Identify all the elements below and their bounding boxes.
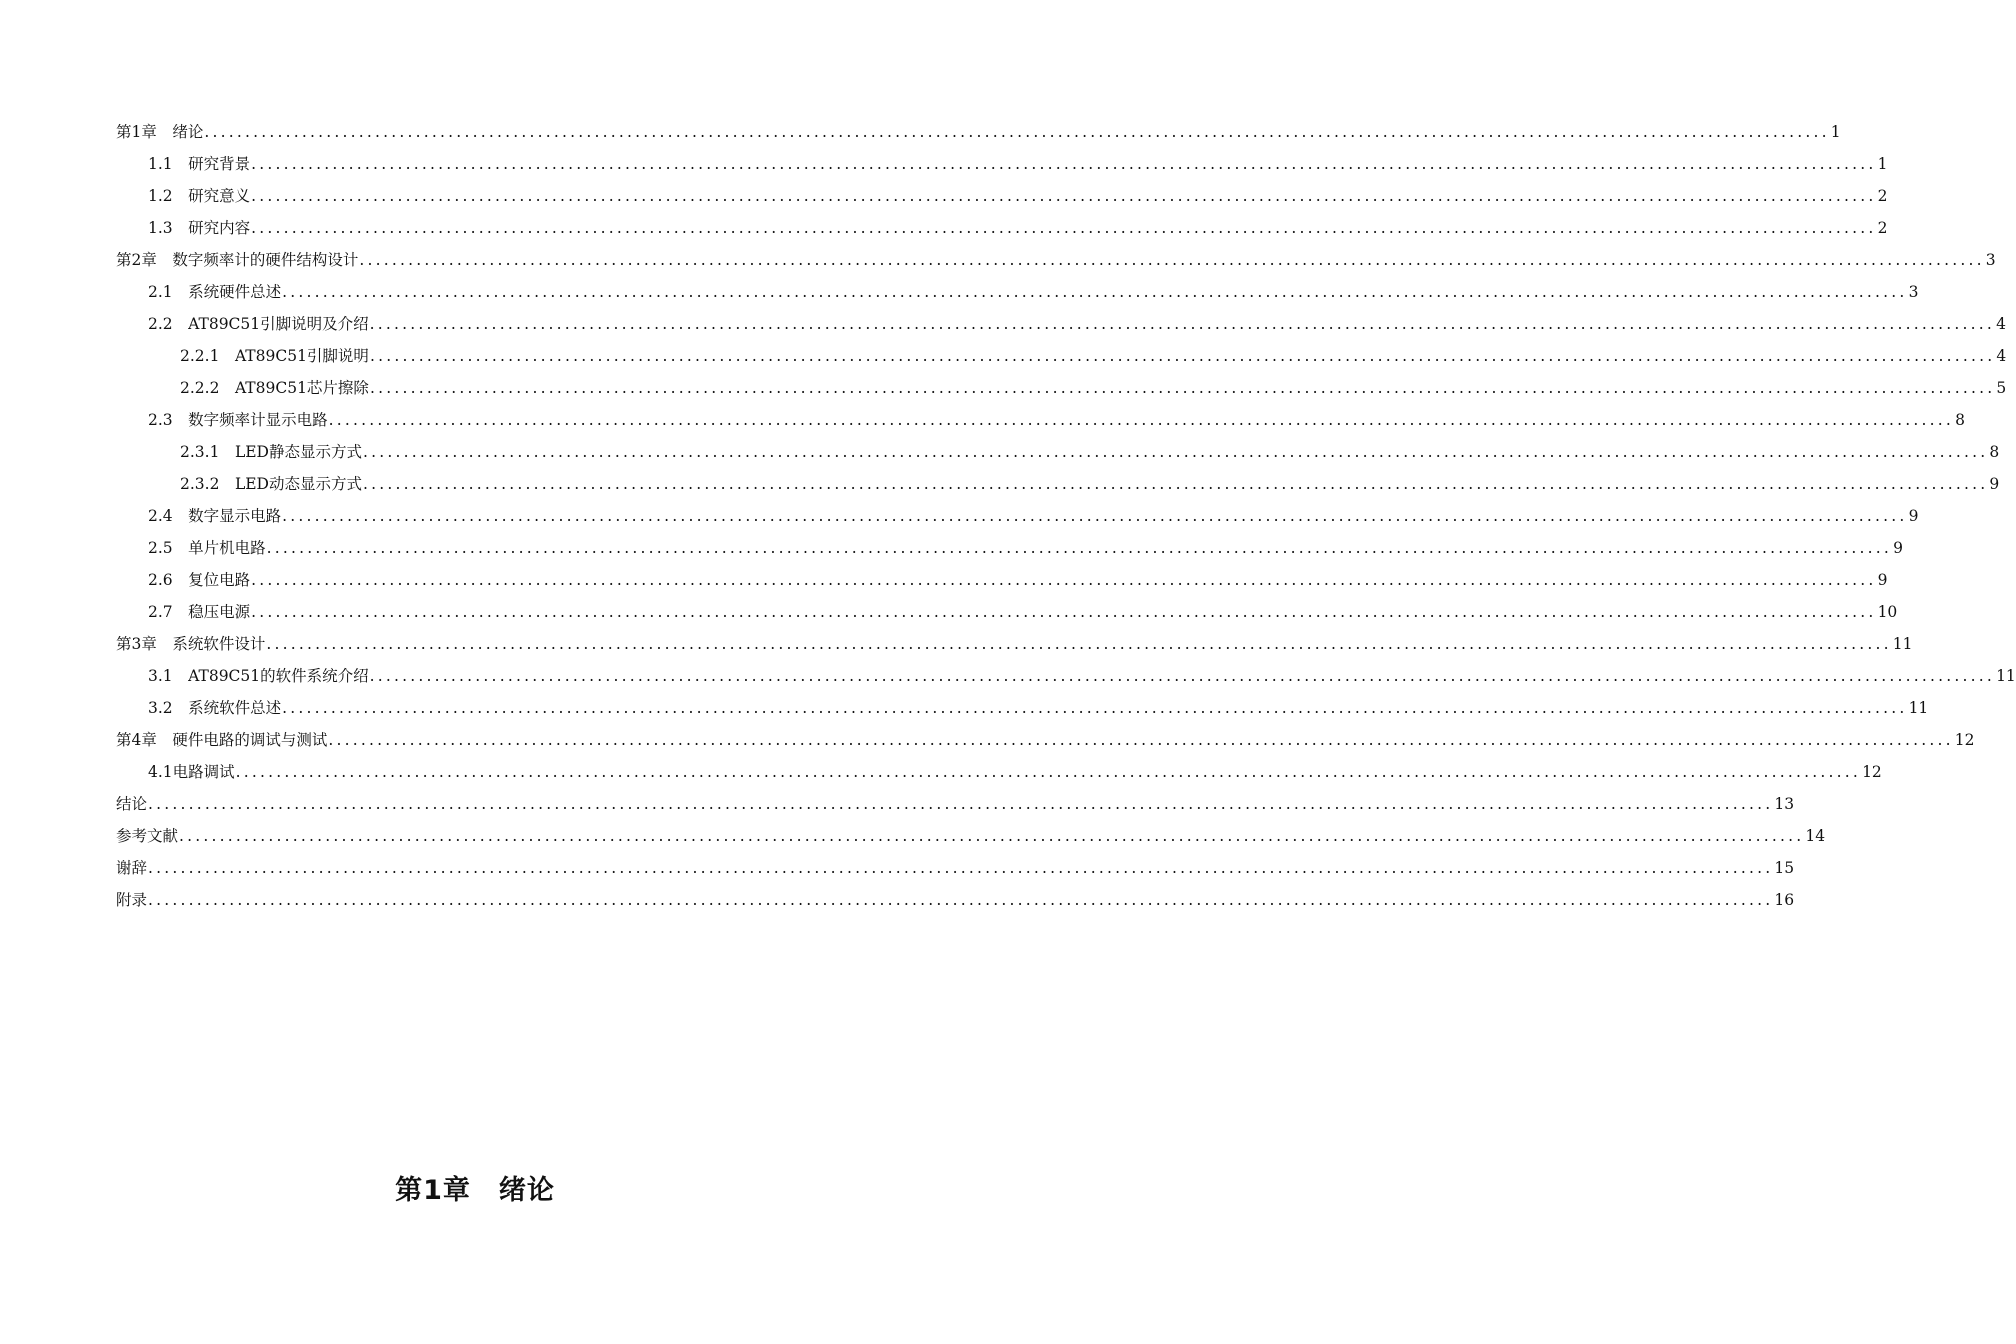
toc-entry[interactable] <box>116 564 1888 596</box>
toc-page-number: 12 <box>1862 763 1882 781</box>
toc-dot-leader: ........................................................................................................................................................................................................ <box>251 219 1877 237</box>
toc-entry-title: 2.5 单片机电路 <box>148 539 266 557</box>
toc-dot-leader: ........................................................................................................................................................................................................ <box>179 827 1805 845</box>
toc-entry[interactable] <box>116 788 1795 820</box>
toc-page-number: 5 <box>1996 379 2007 397</box>
toc-page-number: 13 <box>1774 795 1795 813</box>
toc-page-number: 12 <box>1954 731 1975 749</box>
toc-page-number: 8 <box>1989 443 2000 461</box>
toc-entry-title: 2.2.2 AT89C51芯片擦除 <box>180 379 369 397</box>
toc-entry[interactable] <box>116 532 1903 564</box>
toc-entry-title: 结论 <box>116 795 148 813</box>
toc-entry[interactable] <box>116 500 1919 532</box>
toc-dot-leader: ........................................................................................................................................................................................................ <box>148 795 1774 813</box>
toc-page-number: 3 <box>1908 283 1919 301</box>
toc-entry[interactable] <box>116 852 1795 884</box>
toc-entry-title: 2.4 数字显示电路 <box>148 507 282 525</box>
toc-dot-leader: ........................................................................................................................................................................................................ <box>362 443 1989 461</box>
toc-entry-title: 2.3.1 LED静态显示方式 <box>180 443 362 461</box>
toc-dot-leader: ........................................................................................................................................................................................................ <box>251 571 1877 589</box>
toc-page-number: 2 <box>1877 219 1888 237</box>
toc-entry[interactable] <box>116 372 2007 404</box>
toc-page-number: 11 <box>1996 667 2016 685</box>
toc-page-number: 8 <box>1955 411 1965 429</box>
toc-dot-leader: ........................................................................................................................................................................................................ <box>369 667 1996 685</box>
toc-dot-leader: ........................................................................................................................................................................................................ <box>328 731 1954 749</box>
toc-entry-title: 2.2 AT89C51引脚说明及介绍 <box>148 315 369 333</box>
toc-page-number: 14 <box>1805 827 1826 845</box>
toc-page-number: 4 <box>1996 315 2006 333</box>
chapter-heading: 第1章 绪论 <box>395 1175 555 1206</box>
toc-page-number: 16 <box>1774 891 1795 909</box>
toc-entry-title: 谢辞 <box>116 859 148 877</box>
toc-dot-leader: ........................................................................................................................................................................................................ <box>282 283 1908 301</box>
toc-entry-title: 1.3 研究内容 <box>148 219 251 237</box>
toc-entry[interactable] <box>116 244 1996 276</box>
toc-entry-title: 第2章 数字频率计的硬件结构设计 <box>116 251 359 269</box>
toc-entry[interactable] <box>116 308 2006 340</box>
toc-dot-leader: ........................................................................................................................................................................................................ <box>328 411 1955 429</box>
toc-dot-leader: ........................................................................................................................................................................................................ <box>369 347 1996 365</box>
toc-dot-leader: ........................................................................................................................................................................................................ <box>204 123 1830 141</box>
toc-entry[interactable] <box>116 820 1826 852</box>
toc-entry[interactable] <box>116 468 2000 500</box>
toc-dot-leader: ........................................................................................................................................................................................................ <box>235 763 1862 781</box>
toc-entry[interactable] <box>116 692 1929 724</box>
toc-dot-leader: ........................................................................................................................................................................................................ <box>148 891 1774 909</box>
toc-dot-leader: ........................................................................................................................................................................................................ <box>369 315 1996 333</box>
toc-entry-title: 参考文献 <box>116 827 179 845</box>
toc-entry[interactable] <box>116 212 1888 244</box>
toc-entry-title: 2.3 数字频率计显示电路 <box>148 411 328 429</box>
toc-entry-title: 2.3.2 LED动态显示方式 <box>180 475 362 493</box>
toc-entry[interactable] <box>116 660 2016 692</box>
toc-entry-title: 第4章 硬件电路的调试与测试 <box>116 731 328 749</box>
toc-dot-leader: ........................................................................................................................................................................................................ <box>251 187 1877 205</box>
toc-page-number: 4 <box>1996 347 2007 365</box>
toc-entry[interactable] <box>116 276 1919 308</box>
toc-entry-title: 附录 <box>116 891 148 909</box>
toc-entry[interactable] <box>116 116 1841 148</box>
toc-page-number: 3 <box>1985 251 1996 269</box>
toc-dot-leader: ........................................................................................................................................................................................................ <box>282 699 1908 717</box>
toc-entry-title: 1.2 研究意义 <box>148 187 251 205</box>
toc-entry-title: 1.1 研究背景 <box>148 155 251 173</box>
toc-entry[interactable] <box>116 436 2000 468</box>
toc-entry[interactable] <box>116 180 1888 212</box>
toc-page-number: 11 <box>1892 635 1913 653</box>
toc-entry-title: 2.1 系统硬件总述 <box>148 283 282 301</box>
toc-page-number: 2 <box>1877 187 1888 205</box>
toc-entry-title: 3.2 系统软件总述 <box>148 699 282 717</box>
toc-dot-leader: ........................................................................................................................................................................................................ <box>148 859 1774 877</box>
table-of-contents <box>116 116 2016 916</box>
toc-page-number: 9 <box>1908 507 1919 525</box>
toc-entry-title: 第1章 绪论 <box>116 123 204 141</box>
toc-page-number: 11 <box>1908 699 1929 717</box>
toc-page-number: 15 <box>1774 859 1795 877</box>
toc-entry[interactable] <box>116 724 1975 756</box>
toc-dot-leader: ........................................................................................................................................................................................................ <box>266 539 1893 557</box>
toc-entry[interactable] <box>116 340 2007 372</box>
toc-entry-title: 2.2.1 AT89C51引脚说明 <box>180 347 369 365</box>
toc-page-number: 9 <box>1893 539 1903 557</box>
toc-page-number: 10 <box>1877 603 1898 621</box>
toc-entry[interactable] <box>116 884 1795 916</box>
toc-page-number: 1 <box>1830 123 1841 141</box>
toc-entry-title: 4.1电路调试 <box>148 763 235 781</box>
toc-entry-title: 2.7 稳压电源 <box>148 603 251 621</box>
toc-entry[interactable] <box>116 404 1965 436</box>
toc-page-number: 9 <box>1877 571 1888 589</box>
toc-entry-title: 3.1 AT89C51的软件系统介绍 <box>148 667 369 685</box>
toc-dot-leader: ........................................................................................................................................................................................................ <box>266 635 1892 653</box>
toc-page-number: 9 <box>1989 475 2000 493</box>
toc-page-number: 1 <box>1877 155 1888 173</box>
toc-dot-leader: ........................................................................................................................................................................................................ <box>251 603 1877 621</box>
toc-dot-leader: ........................................................................................................................................................................................................ <box>359 251 1985 269</box>
toc-dot-leader: ........................................................................................................................................................................................................ <box>251 155 1877 173</box>
toc-entry[interactable] <box>116 148 1888 180</box>
toc-entry[interactable] <box>116 596 1898 628</box>
toc-entry-title: 2.6 复位电路 <box>148 571 251 589</box>
toc-entry[interactable] <box>116 756 1882 788</box>
toc-entry[interactable] <box>116 628 1913 660</box>
toc-dot-leader: ........................................................................................................................................................................................................ <box>282 507 1908 525</box>
toc-dot-leader: ........................................................................................................................................................................................................ <box>369 379 1996 397</box>
toc-entry-title: 第3章 系统软件设计 <box>116 635 266 653</box>
toc-dot-leader: ........................................................................................................................................................................................................ <box>362 475 1989 493</box>
